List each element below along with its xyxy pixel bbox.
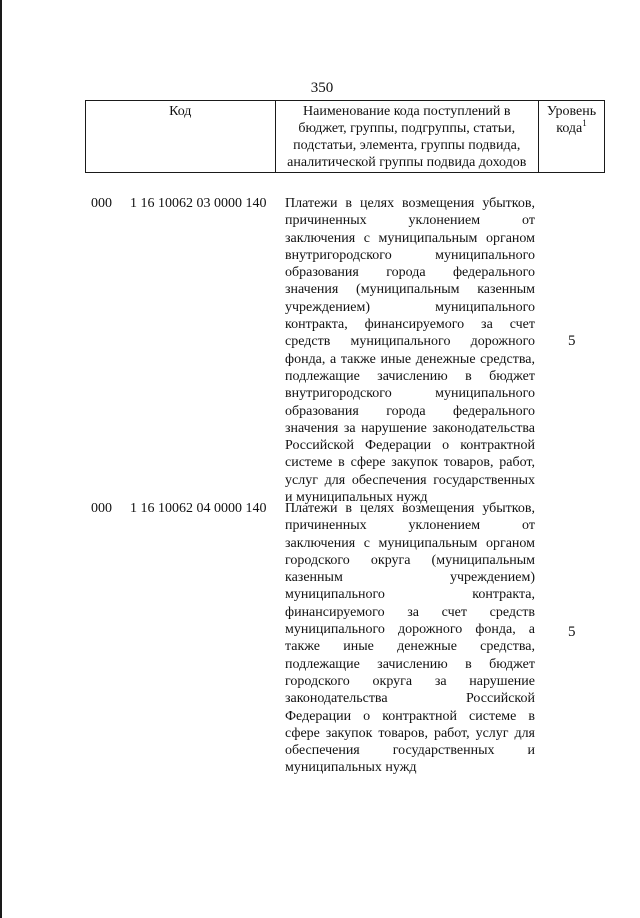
description-line: заключения с муниципальным органом — [285, 230, 535, 246]
description-line: финансируемого за счет средств — [285, 604, 535, 620]
footnote-marker: 1 — [582, 118, 587, 128]
income-description — [285, 195, 535, 506]
description-line: учреждением) муниципального — [285, 299, 535, 315]
description-line: причиненных уклонением от — [285, 518, 535, 534]
description-line: казенным учреждением) — [285, 570, 535, 586]
description-line: контракта, финансируемого за счет — [285, 317, 535, 333]
header-row — [86, 101, 605, 173]
description-line: подлежащие зачислению в бюджет — [285, 656, 535, 672]
description-line: системе в сфере закупок товаров, работ, — [285, 455, 535, 471]
description-line: значения (муниципальным казенным — [285, 282, 535, 298]
description-line: подлежащие зачислению в бюджет — [285, 368, 535, 384]
code-level: 5 — [568, 624, 576, 640]
description-line: муниципального контракта, — [285, 587, 535, 603]
description-line: и муниципальных нужд — [285, 490, 428, 506]
description-line: Федерации о контрактной системе в — [285, 708, 535, 724]
income-code: 1 16 10062 04 0000 140 — [130, 501, 267, 516]
description-line: городского округа (муниципальным — [285, 552, 535, 568]
admin-code: 000 — [91, 501, 112, 516]
code-level: 5 — [568, 333, 576, 349]
description-line: городского округа за нарушение — [285, 673, 535, 689]
income-description — [285, 500, 535, 777]
description-line: причиненных уклонением от — [285, 213, 535, 229]
description-line: образования города федерального — [285, 403, 535, 419]
header-level-label: Уровень кода — [546, 104, 597, 136]
description-line: внутригородского муниципального — [285, 247, 535, 263]
admin-code: 000 — [91, 196, 112, 211]
header-code-label: Код — [169, 104, 192, 119]
description-line: Платежи в целях возмещения убытков, — [285, 196, 535, 211]
description-line: средств муниципального дорожного — [285, 334, 535, 350]
description-line: заключения с муниципальным органом — [285, 535, 535, 551]
description-line: Платежи в целях возмещения убытков, — [285, 501, 535, 516]
description-line: Российской Федерации о контрактной — [285, 438, 535, 454]
description-line: услуг для обеспечения государственных — [285, 472, 535, 488]
header-level-cell — [539, 101, 605, 173]
header-code-cell — [86, 101, 276, 173]
description-line: внутригородского муниципального — [285, 386, 535, 402]
description-line: обеспечения государственных и — [285, 743, 535, 759]
income-code: 1 16 10062 03 0000 140 — [130, 196, 267, 211]
table-header — [85, 100, 605, 173]
header-name-label: Наименование кода поступлений в бюджет, группы, подгруппы, статьи, подстатьи, элемента, группы подвида, аналитической группы подвида доходов — [287, 104, 527, 170]
description-line: сфере закупок товаров, работ, услуг для — [285, 725, 535, 741]
page-number: 350 — [310, 80, 334, 96]
header-name-cell — [275, 101, 539, 173]
description-line: муниципальных нужд — [285, 760, 417, 776]
description-line: значения за нарушение законодательства — [285, 420, 535, 436]
description-line: образования города федерального — [285, 265, 535, 281]
description-line: фонда, а также иные денежные средства, — [285, 351, 535, 367]
description-line: также иные денежные средства, — [285, 639, 535, 655]
description-line: законодательства Российской — [285, 691, 535, 707]
description-line: муниципального дорожного фонда, а — [285, 622, 535, 638]
